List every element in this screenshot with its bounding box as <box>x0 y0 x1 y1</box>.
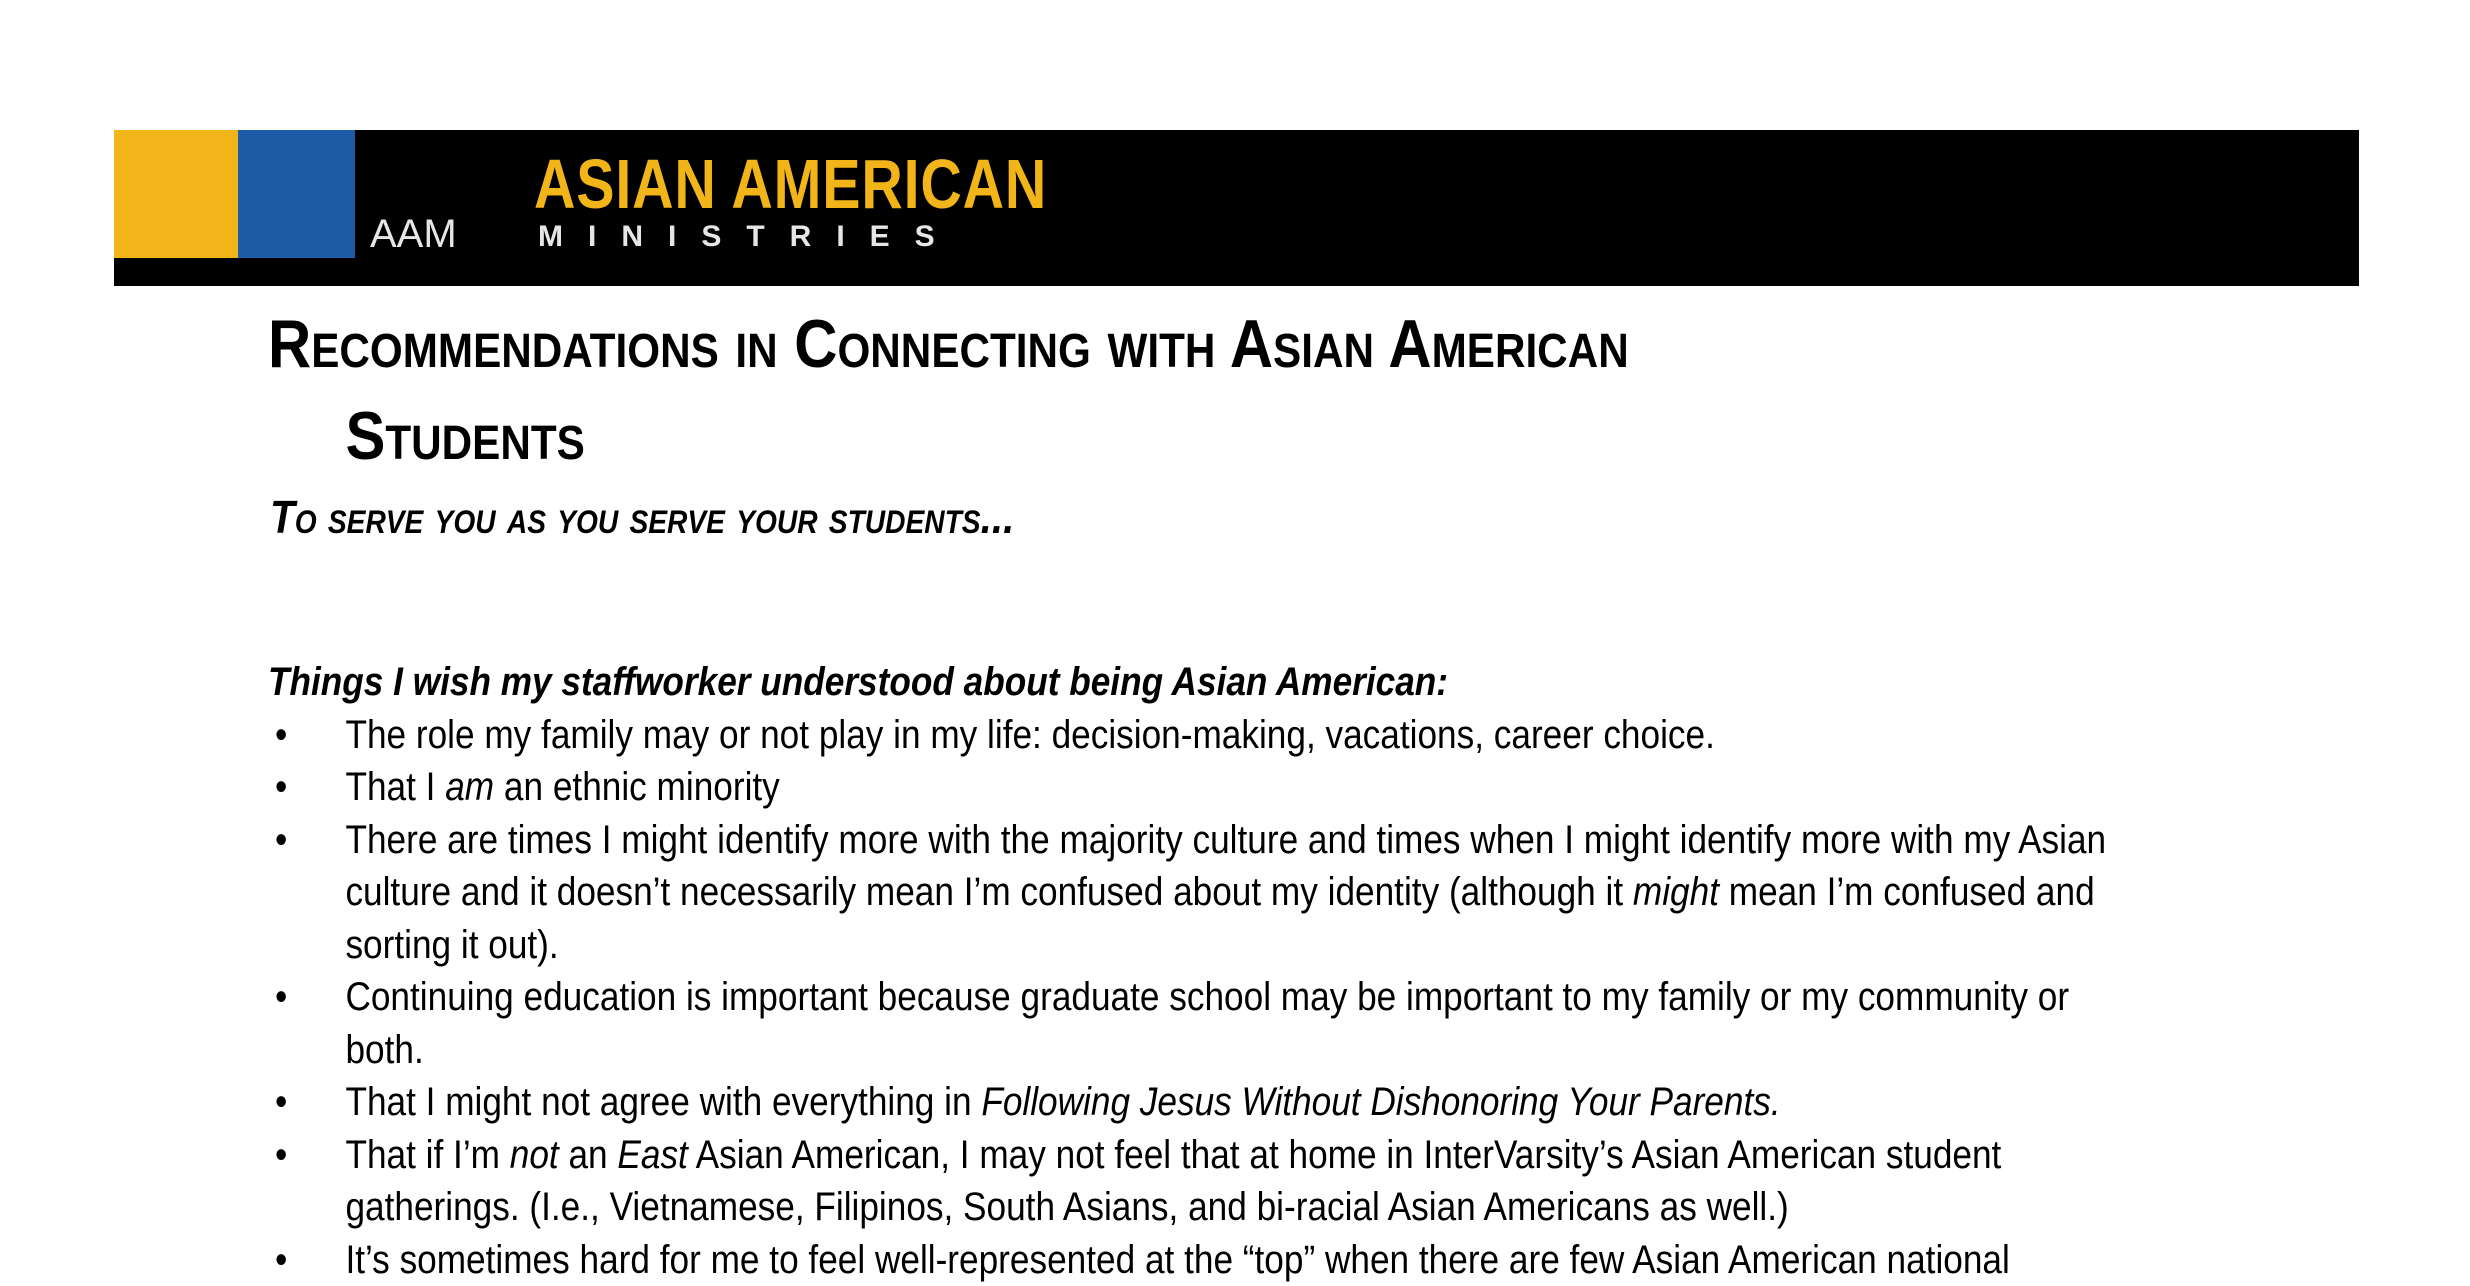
text-run: The role my family may or not play in my life: decision-making, vacations, career choice. <box>345 713 1714 757</box>
logo-subtitle: MINISTRIES <box>538 220 960 254</box>
list-item <box>268 1234 2292 1286</box>
header-banner <box>114 130 2359 286</box>
document-subtitle: To serve you as you serve your students... <box>270 490 1014 544</box>
document-body <box>268 656 2368 1286</box>
logo-title: ASIAN AMERICAN <box>534 144 1047 224</box>
logo-blue-square <box>238 130 355 258</box>
section-heading: Things I wish my staffworker understood about being Asian American: <box>268 656 2292 709</box>
logo-gold-square <box>114 130 238 258</box>
text-run: mean I’m confused and sorting it out). <box>345 870 2094 967</box>
emphasis: might <box>1633 870 1719 914</box>
emphasis: am <box>445 765 494 809</box>
bullet-icon: • <box>275 971 287 1024</box>
title-line-1: Recommendations in Connecting with Asian American <box>268 306 1629 382</box>
list-item <box>268 1129 2292 1234</box>
logo-abbrev: AAM <box>370 212 457 257</box>
text-run: That I <box>345 765 445 809</box>
book-title: Following Jesus Without Dishonoring Your Parents. <box>981 1080 1780 1124</box>
list-item-text <box>345 1234 2149 1286</box>
list-item-text <box>345 1076 2149 1129</box>
document-title <box>268 298 1984 482</box>
bullet-icon: • <box>275 1129 287 1182</box>
text-run: an <box>559 1133 618 1177</box>
text-run: Asian American, I may not feel that at home in InterVarsity’s Asian American student gatherings. (I.e., Vietnamese, Filipinos, South Asians, and bi-racial Asian Americans as well.) <box>345 1133 2001 1230</box>
emphasis: not <box>510 1133 559 1177</box>
list-item <box>268 971 2292 1076</box>
bullet-list <box>268 709 2292 1286</box>
list-item <box>268 709 2292 762</box>
bullet-icon: • <box>275 761 287 814</box>
emphasis: East <box>617 1133 687 1177</box>
list-item-text <box>345 971 2149 1076</box>
text-run: There are times I might identify more with the majority culture and times when I might identify more with my Asian culture and it doesn’t necessarily mean I’m confused about my identity (although it <box>345 818 2106 915</box>
bullet-icon: • <box>275 1234 287 1286</box>
list-item <box>268 761 2292 814</box>
list-item <box>268 1076 2292 1129</box>
list-item-text <box>345 814 2149 972</box>
list-item-text <box>345 709 2149 762</box>
bullet-icon: • <box>275 1076 287 1129</box>
list-item-text <box>345 1129 2149 1234</box>
title-line-2: Students <box>268 390 1984 482</box>
text-run: It’s sometimes hard for me to feel well-represented at the “top” when there are few Asian American national <box>345 1238 2009 1282</box>
bullet-icon: • <box>275 814 287 867</box>
text-run: That I might not agree with everything in <box>345 1080 981 1124</box>
list-item-text <box>345 761 2149 814</box>
text-run: That if I’m <box>345 1133 509 1177</box>
text-run: Continuing education is important because graduate school may be important to my family or my community or both. <box>345 975 2069 1072</box>
bullet-icon: • <box>275 709 287 762</box>
list-item <box>268 814 2292 972</box>
text-run: an ethnic minority <box>494 765 780 809</box>
